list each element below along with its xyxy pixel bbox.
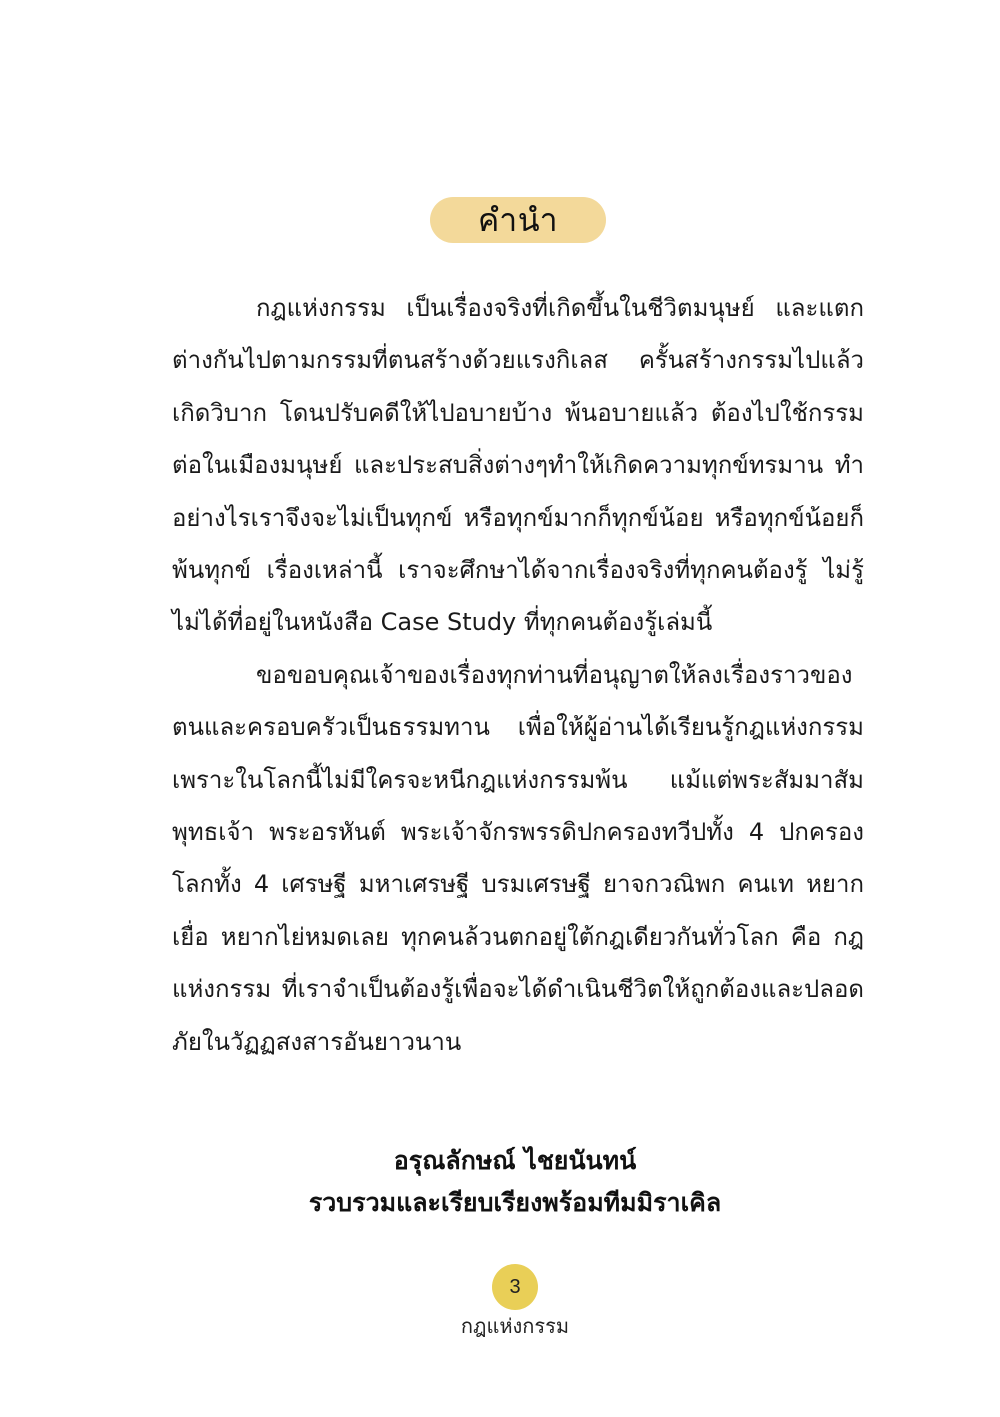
preface-paragraph-2: ขอขอบคุณเจ้าของเรื่องทุกท่านที่อนุญาตให้ลงเรื่องราวของตนและครอบครัวเป็นธรรมทาน เพื่อให้ผู้อ่านได้เรียนรู้กฎแห่งกรรมเพราะในโลกนี้ไม่มีใครจะหนีกฎแห่งกรรมพ้น แม้แต่พระสัมมาสัมพุทธเจ้า พระอรหันต์ พระเจ้าจักรพรรดิปกครองทวีปทั้ง 4 ปกครองโลกทั้ง 4 เศรษฐี มหาเศรษฐี บรมเศรษฐี ยาจกวณิพก คนเท หยากเยื่อ หยากไย่หมดเลย ทุกคนล้วนตกอยู่ใต้กฎเดียวกันทั่วโลก คือ กฎแห่งกรรม ที่เราจำเป็นต้องรู้เพื่อจะได้ดำเนินชีวิตให้ถูกต้องและปลอดภัยในวัฏฏสงสารอันยาวนาน — [172, 660, 864, 1056]
author-credit: รวบรวมและเรียบเรียงพร้อมทีมมิราเคิล — [308, 1188, 722, 1217]
page-number-badge: 3 — [492, 1264, 538, 1310]
author-name: อรุณลักษณ์ ไชยนันทน์ — [393, 1146, 637, 1175]
preface-body — [172, 282, 864, 1068]
footer-book-title: กฎแห่งกรรม — [460, 1314, 570, 1338]
preface-paragraph-1: กฎแห่งกรรม เป็นเรื่องจริงที่เกิดขึ้นในชีวิตมนุษย์ และแตกต่างกันไปตามกรรมที่ตนสร้างด้วยแรงกิเลส ครั้นสร้างกรรมไปแล้วเกิดวิบาก โดนปรับคดีให้ไปอบายบ้าง พ้นอบายแล้ว ต้องไปใช้กรรมต่อในเมืองมนุษย์ และประสบสิ่งต่างๆทำให้เกิดความทุกข์ทรมาน ทำอย่างไรเราจึงจะไม่เป็นทุกข์ หรือทุกข์มากก็ทุกข์น้อย หรือทุกข์น้อยก็พ้นทุกข์ เรื่องเหล่านี้ เราจะศึกษาได้จากเรื่องจริงที่ทุกคนต้องรู้ ไม่รู้ไม่ได้ที่อยู่ในหนังสือ Case Study ที่ทุกคนต้องรู้เล่มนี้ — [172, 294, 864, 637]
heading-badge — [430, 197, 606, 243]
signature-block — [160, 1140, 870, 1224]
page-heading: คำนำ — [477, 201, 559, 239]
